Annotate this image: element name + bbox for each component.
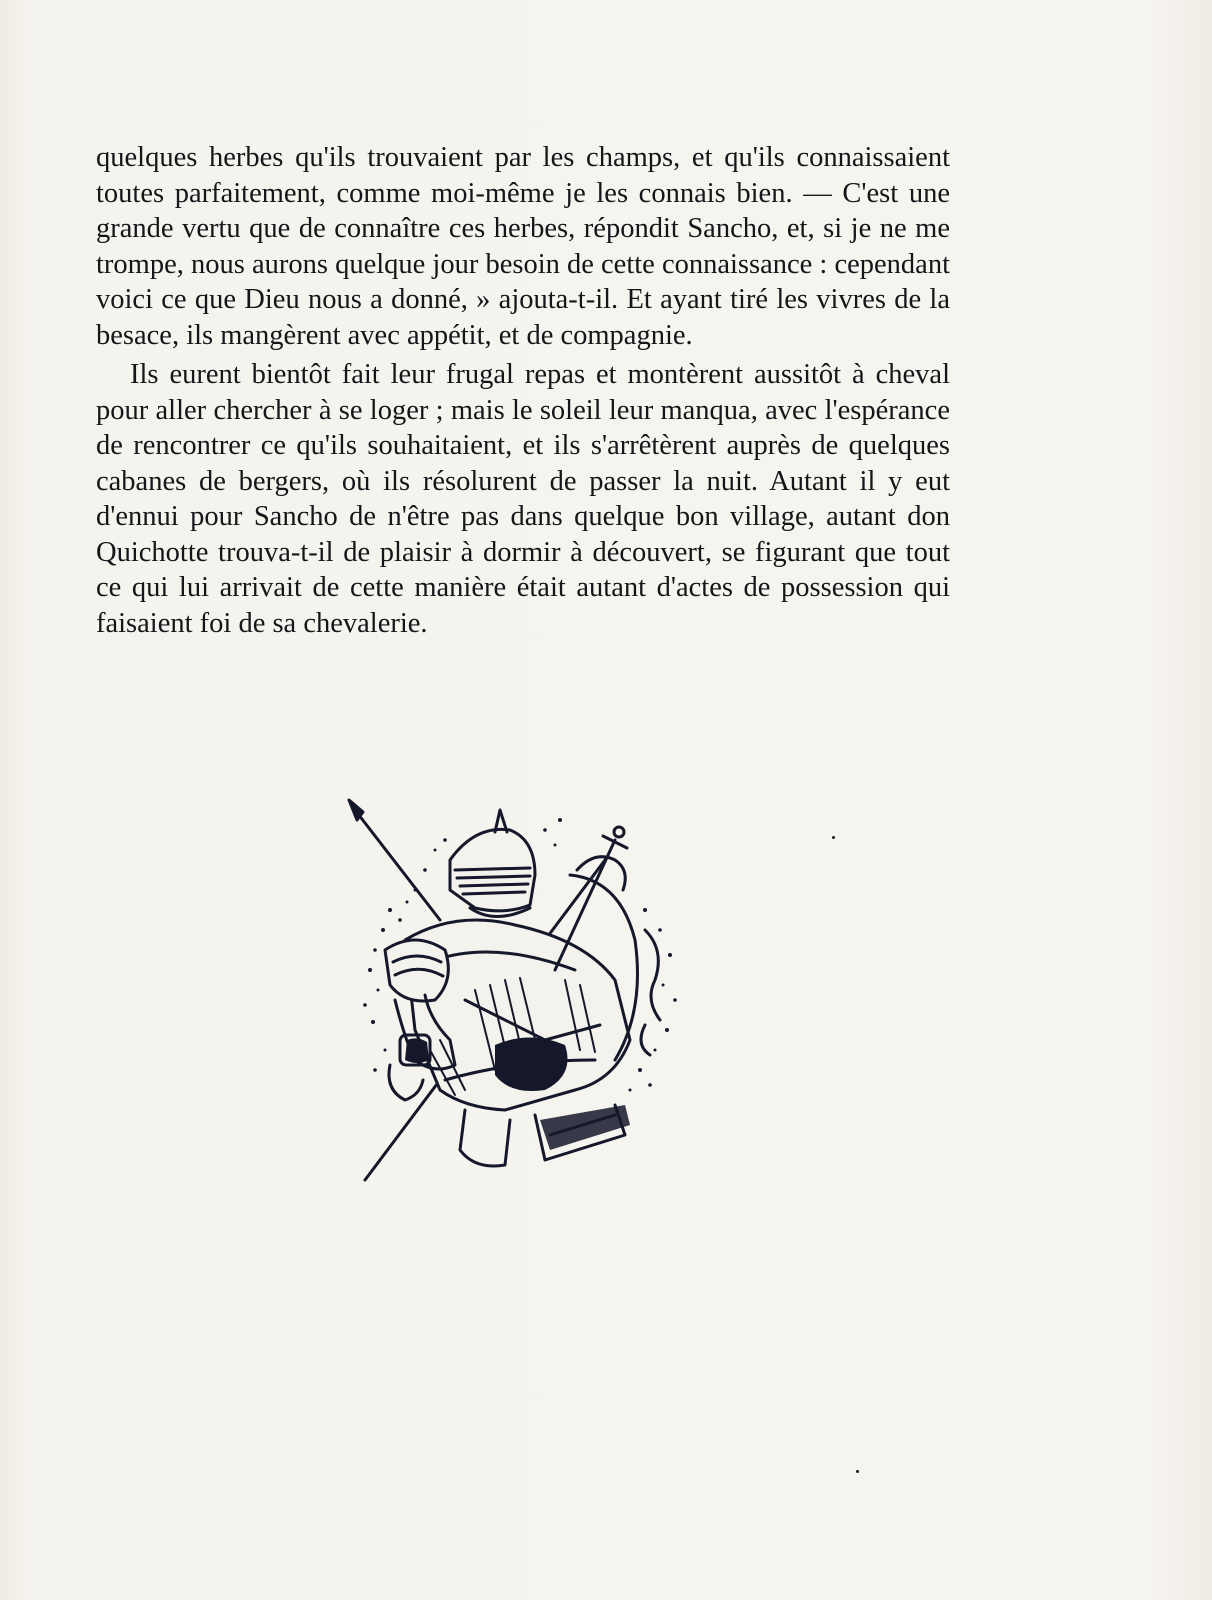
armor-illustration — [345, 790, 705, 1210]
body-text — [96, 140, 950, 645]
paragraph-1: quelques herbes qu'ils trouvaient par les champs, et qu'ils connaissaient toutes parfaitement, comme moi-même je les connais bien. — C'est une grande vertu que de connaître ces herbes, répondit Sancho, et, si je ne me trompe, nous aurons quelque jour besoin de cette connaissance : cependant voici ce que Dieu nous a donné, » ajouta-t-il. Et ayant tiré les vivres de la besace, ils mangèrent avec appétit, et de compagnie. — [96, 142, 950, 351]
armor-drawing — [345, 790, 705, 1210]
paragraph-2: Ils eurent bientôt fait leur frugal repas et montèrent aussitôt à cheval pour aller chercher à se loger ; mais le soleil leur manqua, avec l'espérance de rencontrer ce qu'ils souhaitaient, et ils s'arrêtèrent auprès de quelques cabanes de bergers, où ils résolurent de passer la nuit. Autant il y eut d'ennui pour Sancho de n'être pas dans quelque bon village, autant don Quichotte trouva-t-il de plaisir à dormir à découvert, se figurant que tout ce qui lui arrivait de cette manière était autant d'actes de possession qui faisaient foi de sa chevalerie. — [96, 359, 950, 639]
ink-speck — [856, 1470, 859, 1473]
ink-speck — [832, 836, 835, 839]
